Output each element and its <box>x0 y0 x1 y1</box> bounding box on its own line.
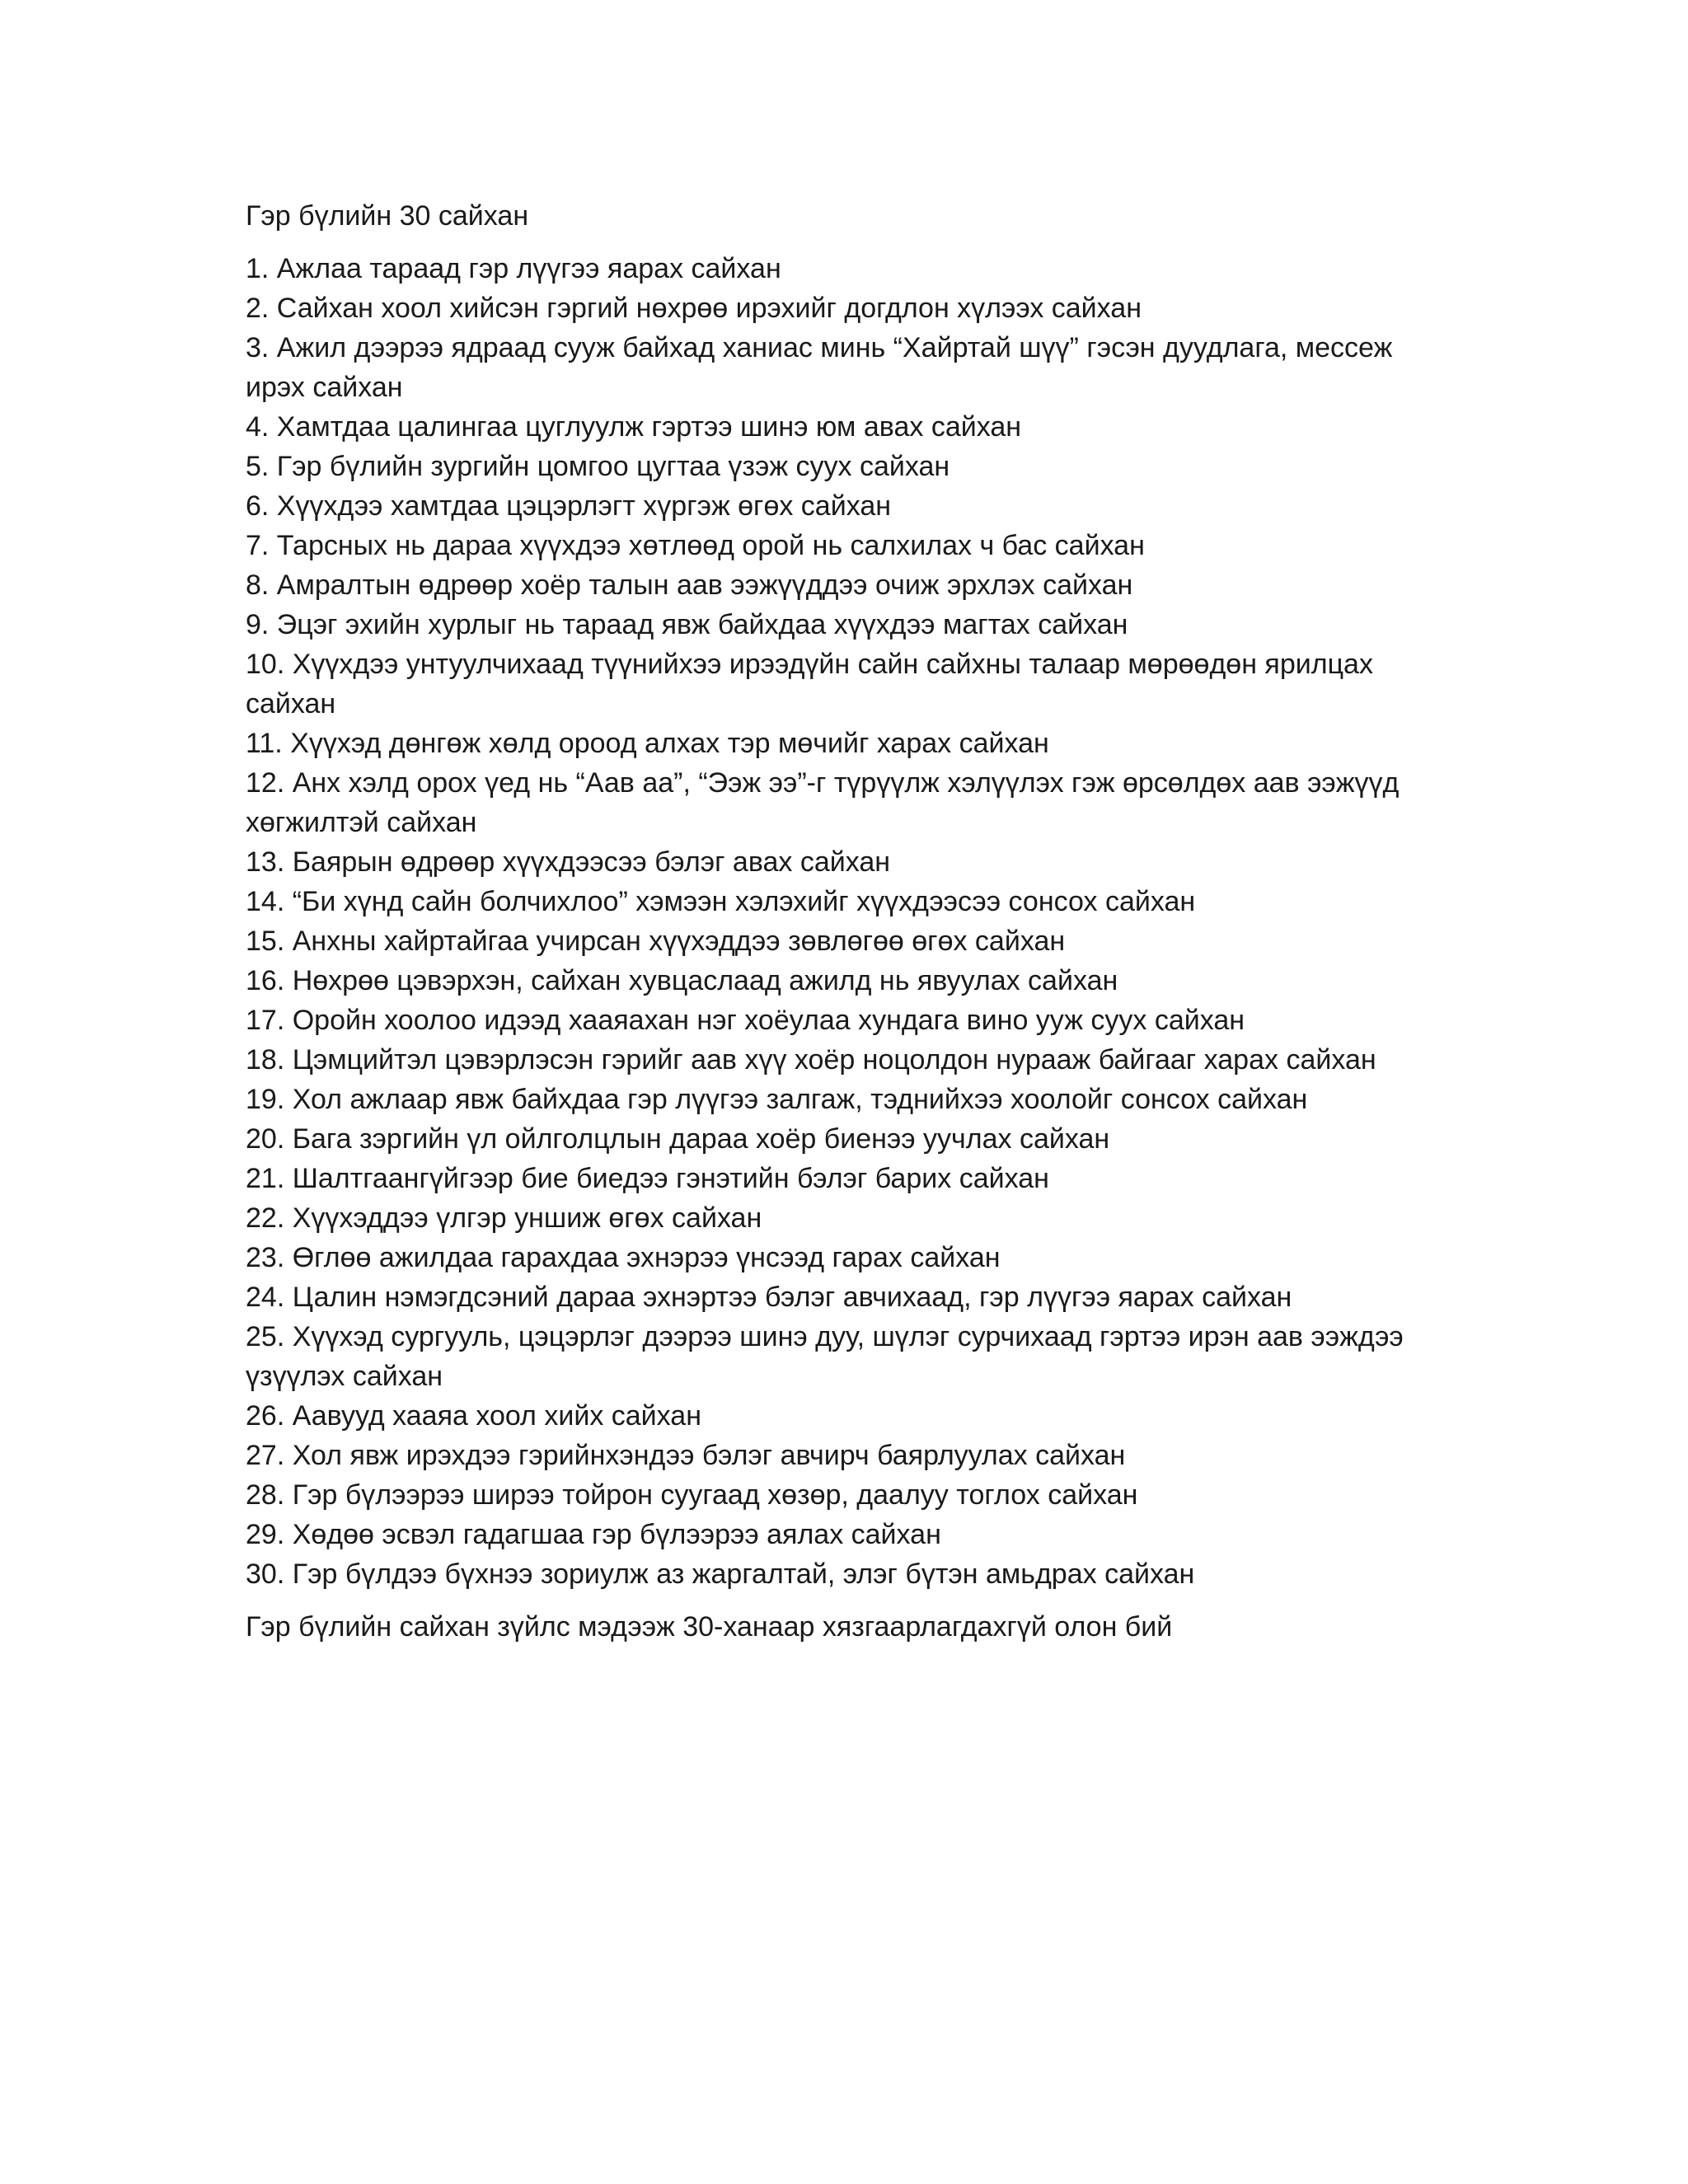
list-item: 29. Хөдөө эсвэл гадагшаа гэр бүлээрээ аялах сайхан <box>246 1519 941 1550</box>
document-body <box>246 196 1449 1647</box>
list-item: 30. Гэр бүлдээ бүхнээ зориулж аз жаргалтай, элэг бүтэн амьдрах сайхан <box>246 1558 1195 1590</box>
list-item: 7. Тарсных нь дараа хүүхдээ хөтлөөд орой нь салхилах ч бас сайхан <box>246 530 1145 561</box>
list-item: 25. Хүүхэд сургууль, цэцэрлэг дээрээ шинэ дуу, шүлэг сурчихаад гэртээ ирэн аав ээждээ үзүүлэх сайхан <box>246 1321 1404 1392</box>
list-item: 26. Аавууд хааяа хоол хийх сайхан <box>246 1400 701 1432</box>
list-item: 10. Хүүхдээ унтуулчихаад түүнийхээ ирээдүйн сайн сайхны талаар мөрөөдөн ярилцах сайхан <box>246 649 1373 719</box>
list-item: 18. Цэмцийтэл цэвэрлэсэн гэрийг аав хүү хоёр ноцолдон нурааж байгааг харах сайхан <box>246 1044 1376 1076</box>
list-item: 16. Нөхрөө цэвэрхэн, сайхан хувцаслаад ажилд нь явуулах сайхан <box>246 965 1118 996</box>
list-item: 27. Хол явж ирэхдээ гэрийнхэндээ бэлэг авчирч баярлуулах сайхан <box>246 1440 1126 1471</box>
list-item: 24. Цалин нэмэгдсэний дараа эхнэртээ бэлэг авчихаад, гэр лүүгээ яарах сайхан <box>246 1282 1292 1313</box>
list-item: 22. Хүүхэддээ үлгэр уншиж өгөх сайхан <box>246 1202 762 1234</box>
list-item: 11. Хүүхэд дөнгөж хөлд ороод алхах тэр мөчийг харах сайхан <box>246 728 1049 759</box>
list-item: 3. Ажил дээрээ ядраад сууж байхад ханиас минь “Хайртай шүү” гэсэн дуудлага, мессеж ирэх сайхан <box>246 332 1393 403</box>
list-item: 28. Гэр бүлээрээ ширээ тойрон суугаад хөзөр, даалуу тоглох сайхан <box>246 1479 1138 1511</box>
list-item: 21. Шалтгаангүйгээр бие биедээ гэнэтийн бэлэг барих сайхан <box>246 1163 1049 1194</box>
list-item: 23. Өглөө ажилдаа гарахдаа эхнэрээ үнсээд гарах сайхан <box>246 1242 1001 1273</box>
list-item: 6. Хүүхдээ хамтдаа цэцэрлэгт хүргэж өгөх сайхан <box>246 490 892 522</box>
document-title: Гэр бүлийн 30 сайхан <box>246 200 529 232</box>
list-item: 14. “Би хүнд сайн болчихлоо” хэмээн хэлэхийг хүүхдээсээ сонсох сайхан <box>246 886 1196 917</box>
list-item: 20. Бага зэргийн үл ойлголцлын дараа хоёр биенээ уучлах сайхан <box>246 1123 1110 1155</box>
list-item: 5. Гэр бүлийн зургийн цомгоо цугтаа үзэж суух сайхан <box>246 451 950 482</box>
list-item: 8. Амралтын өдрөөр хоёр талын аав ээжүүддээ очиж эрхлэх сайхан <box>246 569 1133 601</box>
list-item: 15. Анхны хайртайгаа учирсан хүүхэддээ зөвлөгөө өгөх сайхан <box>246 926 1066 957</box>
list-item: 19. Хол ажлаар явж байхдаа гэр лүүгээ залгаж, тэднийхээ хоолойг сонсох сайхан <box>246 1084 1308 1115</box>
list-item: 13. Баярын өдрөөр хүүхдээсээ бэлэг авах сайхан <box>246 846 891 878</box>
list-item: 2. Сайхан хоол хийсэн гэргий нөхрөө ирэхийг догдлон хүлээх сайхан <box>246 293 1142 324</box>
list-item: 12. Анх хэлд орох үед нь “Аав аа”, “Ээж ээ”-г түрүүлж хэлүүлэх гэж өрсөлдөх аав ээжүүд хөгжилтэй сайхан <box>246 767 1400 838</box>
list-item: 9. Эцэг эхийн хурлыг нь тараад явж байхдаа хүүхдээ магтах сайхан <box>246 609 1128 640</box>
list-item: 1. Ажлаа тараад гэр лүүгээ яарах сайхан <box>246 253 781 284</box>
list-item: 4. Хамтдаа цалингаа цуглуулж гэртээ шинэ юм авах сайхан <box>246 411 1022 443</box>
closing-note: Гэр бүлийн сайхан зүйлс мэдээж 30-ханаар хязгаарлагдахгүй олон бий <box>246 1611 1173 1643</box>
list-item: 17. Оройн хоолоо идээд хааяахан нэг хоёулаа хундага вино ууж суух сайхан <box>246 1005 1245 1036</box>
numbered-list <box>246 249 1449 1594</box>
